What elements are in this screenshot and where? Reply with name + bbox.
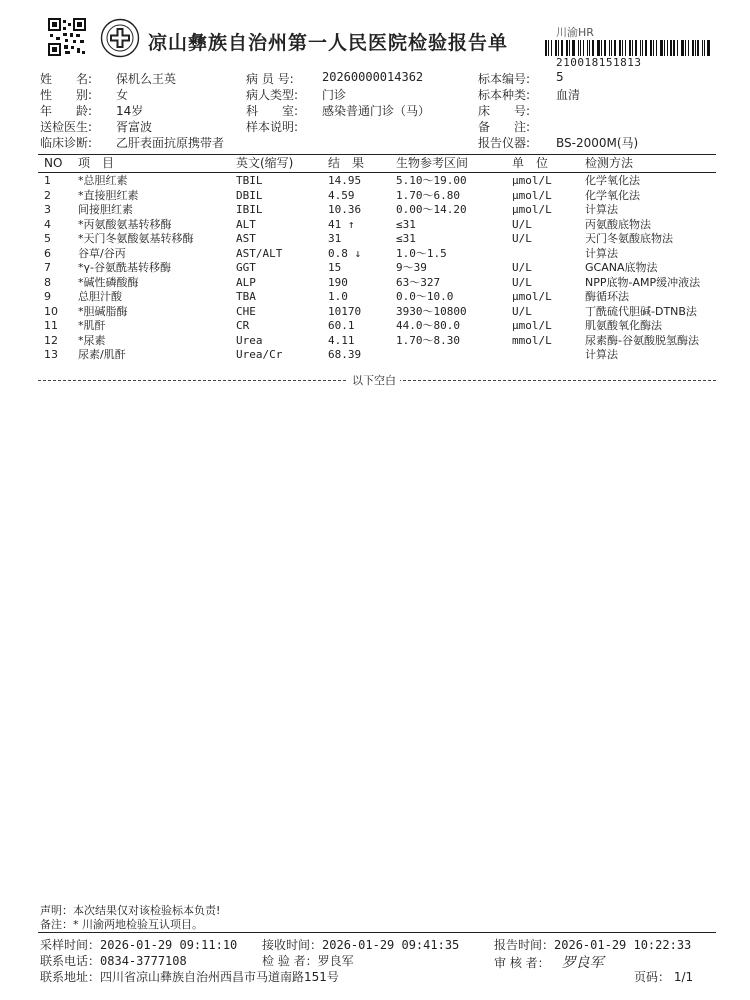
barcode-bar [645, 40, 647, 56]
row-no: 5 [44, 232, 51, 245]
row-result: 15 [328, 261, 342, 274]
barcode-bar [653, 40, 654, 56]
row-unit: μmol/L [512, 188, 552, 202]
phone: 0834-3777108 [100, 954, 187, 968]
row-no: 4 [44, 217, 51, 231]
barcode-bar [688, 40, 689, 56]
row-ref: ≤31 [396, 217, 416, 231]
row-item: 尿素/肌酐 [78, 348, 126, 361]
barcode-bar [702, 40, 703, 56]
row-no: 8 [44, 275, 51, 289]
hospital-logo-icon [100, 18, 140, 58]
row-en: CR [236, 319, 250, 332]
table-row [0, 218, 750, 233]
barcode-bar [656, 40, 657, 56]
sample-no: 5 [556, 70, 564, 84]
row-item: *γ-谷氨酰基转移酶 [78, 261, 171, 274]
statement: 声明：本次结果仅对该检验标本负责! [40, 904, 221, 917]
row-ref: 1.70～6.80 [396, 188, 460, 202]
row-item: *天门冬氨酸氨基转移酶 [78, 232, 194, 245]
barcode-bar [625, 40, 626, 56]
barcode-bar [632, 40, 633, 56]
header-ref: 生物参考区间 [396, 156, 469, 170]
row-ref: 0.00～14.20 [396, 203, 467, 216]
address: 四川省凉山彝族自治州西昌市马道南路151号 [100, 970, 339, 984]
barcode-bar [561, 40, 563, 56]
report-time-row [494, 936, 691, 953]
receive-time-row [262, 936, 459, 953]
row-unit: U/L [512, 217, 532, 231]
row-ref: 1.0～1.5 [396, 246, 447, 260]
sample-type: 血清 [556, 88, 581, 102]
report-time-label: 报告时间： [494, 938, 555, 952]
table-row [0, 290, 750, 305]
row-ref: 5.10～19.00 [396, 174, 467, 187]
barcode-bar [614, 40, 617, 56]
row-en: AST/ALT [236, 246, 283, 260]
sex-label: 性 别: [40, 88, 93, 102]
table-row [0, 319, 750, 334]
footer-rule [38, 932, 716, 934]
table-row [0, 348, 750, 363]
barcode-bar [555, 40, 558, 56]
row-method: 丁酰硫代胆碱-DTNB法 [585, 304, 697, 318]
barcode-bar [587, 40, 588, 56]
barcode-bar [580, 40, 581, 56]
barcode-bar [660, 40, 663, 56]
barcode-bar [640, 40, 641, 56]
barcode-number: 210018151813 [556, 56, 642, 69]
row-ref: 44.0～80.0 [396, 319, 460, 332]
sample-time-label: 采样时间： [40, 938, 101, 952]
table-top-rule [38, 154, 716, 155]
row-no: 3 [44, 203, 51, 216]
row-ref: ≤31 [396, 232, 416, 245]
row-method: 天门冬氨酸底物法 [585, 232, 673, 245]
barcode-bar [681, 40, 684, 56]
barcode-bar [604, 40, 606, 56]
patient-type: 门诊 [322, 88, 347, 102]
barcode-bar [611, 40, 612, 56]
row-ref: 0.0～10.0 [396, 290, 454, 303]
phone-row [40, 952, 187, 969]
barcode-bar [650, 40, 652, 56]
dept: 感染普通门诊（马） [322, 104, 431, 118]
remark-label: 备 注: [478, 120, 531, 134]
sample-time-row [40, 936, 237, 953]
row-item: *胆碱脂酶 [78, 304, 128, 318]
sample-note-label: 样本说明: [246, 120, 299, 134]
sample-type-label: 标本种类: [478, 88, 531, 102]
row-result: 41 ↑ [328, 217, 355, 231]
table-header-rule [38, 172, 716, 173]
row-en: ALP [236, 275, 256, 289]
row-result: 0.8 ↓ [328, 246, 362, 260]
row-result: 31 [328, 232, 342, 245]
barcode-bar [592, 40, 594, 56]
reviewer-signature: 罗良军 [561, 955, 604, 971]
sample-no-label: 标本编号: [478, 72, 531, 86]
row-no: 13 [44, 348, 58, 361]
barcode-bar [664, 40, 665, 56]
row-no: 7 [44, 261, 51, 274]
barcode-bar [572, 40, 575, 56]
barcode-bar [601, 40, 602, 56]
barcode-bar [578, 40, 579, 56]
row-item: *直接胆红素 [78, 188, 139, 202]
bed-label: 床 号: [478, 104, 531, 118]
table-row [0, 189, 750, 204]
barcode-bar [545, 40, 547, 56]
barcode-tag: 川渝HR [556, 26, 594, 39]
row-no: 10 [44, 304, 58, 318]
header-en: 英文(缩写) [236, 156, 294, 170]
row-unit: U/L [512, 304, 532, 318]
barcode-bar [697, 40, 699, 56]
patient-sex: 女 [116, 88, 129, 102]
table-row [0, 247, 750, 262]
row-en: Urea/Cr [236, 348, 283, 361]
barcode-bar [704, 40, 705, 56]
table-row [0, 203, 750, 218]
row-ref: 9～39 [396, 261, 427, 274]
tester-row [262, 952, 354, 969]
barcode-bar [548, 40, 549, 56]
table-row [0, 276, 750, 291]
barcode-bar [685, 40, 686, 56]
row-method: 计算法 [585, 246, 618, 260]
row-ref: 3930～10800 [396, 304, 467, 318]
row-method: NPP底物-AMP缓冲液法 [585, 275, 701, 289]
row-no: 9 [44, 290, 51, 303]
patient-no-label: 病 员 号: [246, 72, 294, 86]
row-en: TBA [236, 290, 256, 303]
row-en: AST [236, 232, 256, 245]
barcode-bar [707, 40, 710, 56]
row-item: *肌酐 [78, 319, 106, 332]
row-ref: 1.70～8.30 [396, 333, 460, 347]
row-result: 60.1 [328, 319, 355, 332]
instrument: BS-2000M(马) [556, 136, 639, 150]
row-item: *总胆红素 [78, 174, 128, 187]
row-result: 10170 [328, 304, 362, 318]
end-note: 以下空白 [348, 372, 400, 388]
patient-no: 20260000014362 [322, 70, 424, 84]
report-title: 凉山彝族自治州第一人民医院检验报告单 [148, 32, 509, 54]
table-row [0, 261, 750, 276]
qr-code-icon [48, 18, 86, 56]
row-item: *尿素 [78, 333, 106, 347]
barcode-bar [622, 40, 623, 56]
row-method: 丙氨酸底物法 [585, 217, 651, 231]
row-unit: U/L [512, 275, 532, 289]
table-row [0, 174, 750, 189]
reviewer-label: 审 核 者： [494, 956, 550, 970]
row-no: 11 [44, 319, 58, 332]
row-en: ALT [236, 217, 256, 231]
footer-remark: 备注：* 川渝两地检验互认项目。 [40, 918, 203, 931]
doctor-label: 送检医生: [40, 120, 93, 134]
row-item: *碱性磷酸酶 [78, 275, 139, 289]
barcode-bar [597, 40, 600, 56]
row-ref: 63～327 [396, 275, 441, 289]
barcode-bar [667, 40, 668, 56]
row-en: GGT [236, 261, 256, 274]
row-unit: μmol/L [512, 290, 552, 303]
patient-type-label: 病人类型: [246, 88, 299, 102]
barcode-bar [692, 40, 694, 56]
barcode-bar [583, 40, 585, 56]
row-en: TBIL [236, 174, 263, 187]
row-no: 6 [44, 246, 51, 260]
row-no: 2 [44, 188, 51, 202]
table-header [0, 156, 750, 171]
patient-age: 14岁 [116, 104, 144, 118]
row-unit: mmol/L [512, 333, 552, 347]
barcode-bar [642, 40, 643, 56]
row-item: 总胆汁酸 [78, 290, 122, 303]
dept-label: 科 室: [246, 104, 299, 118]
row-unit: μmol/L [512, 174, 552, 187]
row-en: DBIL [236, 188, 263, 202]
barcode-bar [695, 40, 696, 56]
receive-time: 2026-01-29 09:41:35 [322, 938, 460, 952]
header-no: NO [44, 156, 63, 170]
row-en: Urea [236, 333, 263, 347]
receive-time-label: 接收时间： [262, 938, 323, 952]
row-result: 14.95 [328, 174, 362, 187]
table-row [0, 305, 750, 320]
diagnosis-label: 临床诊断: [40, 136, 93, 150]
instrument-label: 报告仪器: [478, 136, 531, 150]
barcode-bar [673, 40, 675, 56]
barcode-bar [677, 40, 678, 56]
row-result: 68.39 [328, 348, 362, 361]
row-method: GCANA底物法 [585, 261, 658, 274]
row-method: 计算法 [585, 348, 618, 361]
doctor: 胥富波 [116, 120, 153, 134]
row-method: 计算法 [585, 203, 618, 216]
address-row [40, 968, 339, 985]
row-method: 肌氨酸氧化酶法 [585, 319, 662, 332]
row-unit: μmol/L [512, 319, 552, 332]
diagnosis: 乙肝表面抗原携带者 [116, 136, 225, 150]
barcode-bar [609, 40, 610, 56]
row-result: 10.36 [328, 203, 362, 216]
patient-name: 保机么王英 [116, 72, 177, 86]
header-unit: 单 位 [512, 156, 549, 170]
row-result: 4.59 [328, 188, 355, 202]
row-en: IBIL [236, 203, 263, 216]
barcode-bar [566, 40, 568, 56]
page-number: 页码： 1/1 [634, 970, 694, 984]
address-label: 联系地址： [40, 970, 101, 984]
row-result: 190 [328, 275, 348, 289]
row-result: 1.0 [328, 290, 348, 303]
phone-label: 联系电话： [40, 954, 101, 968]
barcode-bar [589, 40, 590, 56]
header-result: 结 果 [328, 156, 365, 170]
row-no: 1 [44, 174, 51, 187]
barcode-icon [545, 40, 713, 56]
barcode-bar [569, 40, 570, 56]
table-row [0, 334, 750, 349]
row-item: *丙氨酸氨基转移酶 [78, 217, 172, 231]
barcode-bar [551, 40, 552, 56]
header-method: 检测方法 [585, 156, 634, 170]
row-method: 酶循环法 [585, 290, 629, 303]
row-en: CHE [236, 304, 256, 318]
row-unit: U/L [512, 232, 532, 245]
row-item: 谷草/谷丙 [78, 246, 126, 260]
reviewer-row [494, 952, 604, 972]
tester-label: 检 验 者： [262, 954, 318, 968]
barcode-bar [629, 40, 631, 56]
barcode-bar [619, 40, 621, 56]
row-method: 尿素酶-谷氨酸脱氢酶法 [585, 333, 699, 347]
barcode-bar [670, 40, 672, 56]
name-label: 姓 名: [40, 72, 93, 86]
barcode-bar [635, 40, 638, 56]
row-method: 化学氧化法 [585, 174, 640, 187]
row-no: 12 [44, 333, 58, 347]
row-unit: U/L [512, 261, 532, 274]
row-unit: μmol/L [512, 203, 552, 216]
row-result: 4.11 [328, 333, 355, 347]
header-item: 项 目 [78, 156, 115, 170]
row-item: 间接胆红素 [78, 203, 133, 216]
sample-time: 2026-01-29 09:11:10 [100, 938, 238, 952]
report-time: 2026-01-29 10:22:33 [554, 938, 692, 952]
age-label: 年 龄: [40, 104, 93, 118]
row-method: 化学氧化法 [585, 188, 640, 202]
barcode-bar [558, 40, 559, 56]
table-row [0, 232, 750, 247]
tester: 罗良军 [317, 954, 354, 968]
